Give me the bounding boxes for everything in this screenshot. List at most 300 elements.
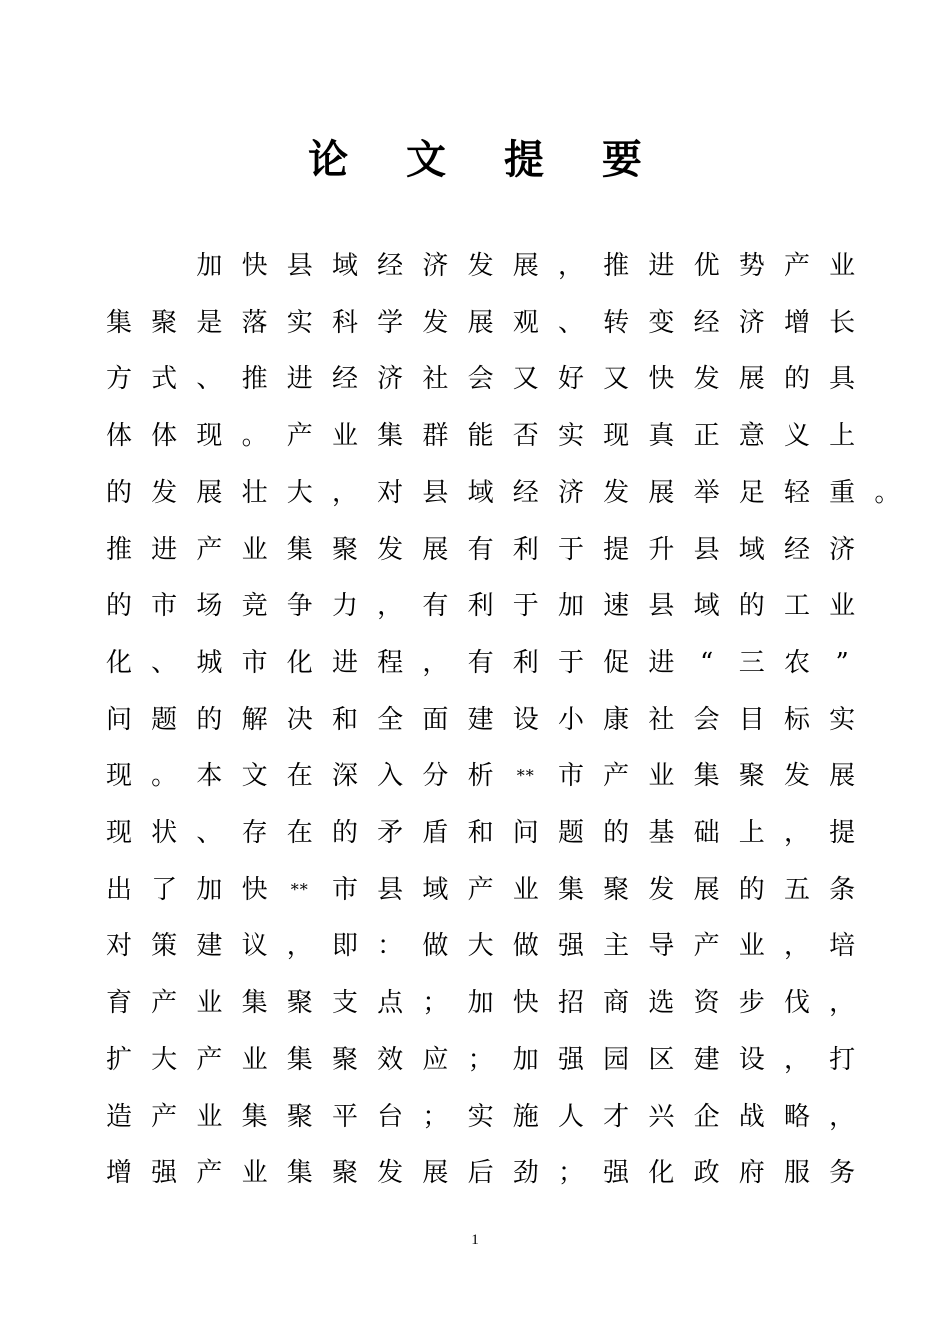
- body-char: 业: [512, 874, 539, 905]
- body-char: 育: [105, 988, 132, 1019]
- body-char: 略: [783, 1101, 810, 1132]
- body-char: 展: [196, 477, 223, 508]
- body-char: ，: [331, 477, 358, 508]
- body-char: 做: [422, 931, 449, 962]
- body-char: 实: [286, 307, 313, 338]
- body-char: 意: [738, 421, 765, 452]
- body-char: 化: [286, 647, 313, 678]
- body-char: **: [516, 766, 535, 786]
- body-char: 企: [693, 1101, 720, 1132]
- body-char: 服: [783, 1158, 810, 1189]
- body-char: 有: [467, 647, 494, 678]
- body-char: 策: [151, 931, 178, 962]
- body-char: 落: [241, 307, 268, 338]
- body-char: 县: [648, 591, 675, 622]
- body-char: 劲: [512, 1158, 539, 1189]
- body-char: 方: [105, 364, 132, 395]
- body-char: 提: [603, 534, 630, 565]
- body-char: 推: [241, 364, 268, 395]
- body-char: 条: [829, 874, 856, 905]
- body-char: 建: [196, 931, 223, 962]
- body-char: 增: [105, 1158, 132, 1189]
- body-char: 业: [648, 761, 675, 792]
- body-char: 现: [603, 421, 630, 452]
- body-char: 产: [467, 874, 494, 905]
- body-line: [0, 359, 950, 399]
- body-char: 应: [422, 1044, 449, 1075]
- body-char: 扩: [105, 1044, 132, 1075]
- body-char: 利: [512, 534, 539, 565]
- body-char: 化: [105, 647, 132, 678]
- body-char: 争: [286, 591, 313, 622]
- body-char: 全: [377, 704, 404, 735]
- body-char: 是: [196, 307, 223, 338]
- body-char: 和: [331, 704, 358, 735]
- body-char: 业: [196, 988, 223, 1019]
- body-char: 本: [196, 761, 223, 792]
- body-char: 题: [151, 704, 178, 735]
- body-line: [0, 1153, 950, 1193]
- body-char: 利: [512, 647, 539, 678]
- body-char: 发: [151, 477, 178, 508]
- body-char: 发: [377, 1158, 404, 1189]
- body-char: 战: [738, 1101, 765, 1132]
- body-char: 经: [693, 307, 720, 338]
- body-char: 加: [196, 251, 223, 281]
- body-char: 。: [874, 477, 901, 508]
- body-char: 经: [783, 534, 810, 565]
- body-char: “: [699, 647, 714, 678]
- body-char: 矛: [377, 818, 404, 848]
- body-char: 速: [603, 591, 630, 622]
- body-char: ，: [377, 591, 404, 622]
- body-char: 集: [377, 421, 404, 452]
- body-char: 业: [738, 931, 765, 962]
- body-char: 加: [512, 1044, 539, 1075]
- body-line: [0, 983, 950, 1023]
- body-char: 导: [648, 931, 675, 962]
- body-char: 又: [603, 364, 630, 395]
- body-char: 体: [151, 421, 178, 452]
- body-char: 济: [738, 307, 765, 338]
- body-char: 发: [422, 307, 449, 338]
- body-char: 招: [557, 988, 584, 1019]
- body-line: [0, 416, 950, 456]
- body-char: 县: [422, 477, 449, 508]
- body-char: 展: [512, 251, 539, 281]
- body-char: 。: [151, 761, 178, 792]
- body-char: 、: [196, 364, 223, 395]
- body-char: 竞: [241, 591, 268, 622]
- body-char: 五: [783, 874, 810, 905]
- body-char: 举: [693, 477, 720, 508]
- body-char: 的: [105, 591, 132, 622]
- body-char: 展: [693, 874, 720, 905]
- body-char: 产: [693, 931, 720, 962]
- body-char: 发: [783, 761, 810, 792]
- body-char: 集: [241, 1101, 268, 1132]
- body-char: 设: [512, 704, 539, 735]
- body-char: 展: [422, 534, 449, 565]
- body-char: ；: [422, 988, 449, 1019]
- body-char: 促: [603, 647, 630, 678]
- body-char: ；: [467, 1044, 494, 1075]
- body-char: 集: [105, 307, 132, 338]
- body-char: 聚: [331, 1044, 358, 1075]
- body-char: 政: [693, 1158, 720, 1189]
- body-char: 展: [422, 1158, 449, 1189]
- body-line: [0, 530, 950, 570]
- body-char: ；: [557, 1158, 584, 1189]
- body-char: 入: [377, 761, 404, 792]
- body-char: 产: [196, 534, 223, 565]
- body-char: 社: [422, 364, 449, 395]
- body-char: 支: [331, 988, 358, 1019]
- body-char: 大: [467, 931, 494, 962]
- body-char: 优: [693, 251, 720, 281]
- body-char: 产: [196, 1158, 223, 1189]
- body-char: 加: [557, 591, 584, 622]
- body-char: 即: [331, 931, 358, 962]
- body-char: 集: [286, 1158, 313, 1189]
- body-char: 强: [557, 1044, 584, 1075]
- body-char: 对: [105, 931, 132, 962]
- body-char: 标: [783, 704, 810, 735]
- body-char: 济: [829, 534, 856, 565]
- body-char: 程: [377, 647, 404, 678]
- body-char: 问: [105, 704, 132, 735]
- body-char: 兴: [648, 1101, 675, 1132]
- body-char: 进: [286, 364, 313, 395]
- body-char: 和: [467, 818, 494, 848]
- body-char: 快: [512, 988, 539, 1019]
- body-char: 推: [603, 251, 630, 281]
- body-char: 域: [467, 477, 494, 508]
- body-char: 在: [286, 818, 313, 848]
- body-char: 聚: [331, 1158, 358, 1189]
- body-char: 群: [422, 421, 449, 452]
- page-number: 1: [471, 1232, 479, 1248]
- body-char: 实: [557, 421, 584, 452]
- body-char: 、: [557, 307, 584, 338]
- body-char: 展: [648, 477, 675, 508]
- body-char: 盾: [422, 818, 449, 848]
- body-char: 三: [738, 647, 765, 678]
- body-char: 推: [105, 534, 132, 565]
- body-char: 施: [512, 1101, 539, 1132]
- body-char: 产: [783, 251, 810, 281]
- body-char: 。: [241, 421, 268, 452]
- body-char: 基: [648, 818, 675, 848]
- body-char: 工: [783, 591, 810, 622]
- body-char: 聚: [738, 761, 765, 792]
- body-char: 聚: [151, 307, 178, 338]
- body-char: ，: [783, 818, 810, 848]
- body-char: 上: [829, 421, 856, 452]
- body-char: 义: [783, 421, 810, 452]
- body-char: 域: [693, 591, 720, 622]
- body-char: 集: [286, 1044, 313, 1075]
- body-char: 分: [422, 761, 449, 792]
- body-char: ，: [783, 931, 810, 962]
- body-char: 县: [693, 534, 720, 565]
- body-char: 展: [738, 364, 765, 395]
- body-char: 变: [648, 307, 675, 338]
- body-line: [0, 870, 950, 910]
- body-char: 增: [783, 307, 810, 338]
- body-char: 经: [512, 477, 539, 508]
- body-char: 建: [693, 1044, 720, 1075]
- body-char: 县: [286, 251, 313, 281]
- body-char: 对: [377, 477, 404, 508]
- body-char: 主: [603, 931, 630, 962]
- body-char: 长: [829, 307, 856, 338]
- body-char: 发: [377, 534, 404, 565]
- body-char: 实: [829, 704, 856, 735]
- body-char: 目: [738, 704, 765, 735]
- body-char: 转: [603, 307, 630, 338]
- body-char: 业: [241, 534, 268, 565]
- body-char: 会: [693, 704, 720, 735]
- body-char: 平: [331, 1101, 358, 1132]
- body-char: 设: [738, 1044, 765, 1075]
- body-char: 县: [377, 874, 404, 905]
- body-char: 于: [557, 534, 584, 565]
- body-char: 小: [557, 704, 584, 735]
- body-char: 务: [829, 1158, 856, 1189]
- body-char: 力: [331, 591, 358, 622]
- body-char: 造: [105, 1101, 132, 1132]
- body-char: 的: [196, 704, 223, 735]
- body-char: 实: [467, 1101, 494, 1132]
- body-char: 有: [467, 534, 494, 565]
- body-char: 进: [331, 647, 358, 678]
- body-char: 聚: [286, 1101, 313, 1132]
- body-char: 业: [241, 1044, 268, 1075]
- body-char: 市: [151, 591, 178, 622]
- body-char: 业: [241, 1158, 268, 1189]
- body-char: 升: [648, 534, 675, 565]
- body-char: 否: [512, 421, 539, 452]
- body-char: 问: [512, 818, 539, 848]
- body-char: 加: [196, 874, 223, 905]
- body-char: 轻: [783, 477, 810, 508]
- body-char: 康: [603, 704, 630, 735]
- body-char: 域: [422, 874, 449, 905]
- body-char: 打: [829, 1044, 856, 1075]
- body-char: 进: [648, 251, 675, 281]
- body-char: 、: [151, 647, 178, 678]
- body-char: 业: [331, 421, 358, 452]
- body-char: 文: [241, 761, 268, 792]
- body-char: 决: [286, 704, 313, 735]
- body-char: 产: [151, 988, 178, 1019]
- body-char: 的: [603, 818, 630, 848]
- body-char: 域: [738, 534, 765, 565]
- body-char: 区: [648, 1044, 675, 1075]
- body-char: 快: [241, 874, 268, 905]
- body-char: 的: [738, 591, 765, 622]
- body-char: 题: [557, 818, 584, 848]
- body-char: ；: [422, 1101, 449, 1132]
- body-char: 产: [151, 1101, 178, 1132]
- body-line: [0, 756, 950, 796]
- body-char: 资: [693, 988, 720, 1019]
- body-char: 重: [829, 477, 856, 508]
- body-char: 快: [648, 364, 675, 395]
- body-char: 济: [377, 364, 404, 395]
- body-char: 于: [557, 647, 584, 678]
- body-char: ，: [829, 1101, 856, 1132]
- body-char: 状: [151, 818, 178, 848]
- body-char: 业: [829, 251, 856, 281]
- body-char: 强: [557, 931, 584, 962]
- body-char: 好: [557, 364, 584, 395]
- body-char: 进: [151, 534, 178, 565]
- body-char: 才: [603, 1101, 630, 1132]
- body-line: [0, 246, 950, 286]
- body-char: 快: [241, 251, 268, 281]
- body-char: 产: [286, 421, 313, 452]
- body-char: 业: [829, 591, 856, 622]
- body-line: [0, 1040, 950, 1080]
- body-char: 能: [467, 421, 494, 452]
- body-char: 聚: [603, 874, 630, 905]
- body-char: 聚: [286, 988, 313, 1019]
- body-char: 场: [196, 591, 223, 622]
- body-char: 产: [603, 761, 630, 792]
- body-line: [0, 926, 950, 966]
- body-char: ，: [286, 931, 313, 962]
- body-char: 深: [331, 761, 358, 792]
- body-char: 强: [603, 1158, 630, 1189]
- body-char: 经: [377, 251, 404, 281]
- body-char: 市: [331, 874, 358, 905]
- body-char: 济: [557, 477, 584, 508]
- body-char: 存: [241, 818, 268, 848]
- body-char: 于: [512, 591, 539, 622]
- body-char: 强: [151, 1158, 178, 1189]
- body-line: [0, 586, 950, 626]
- body-char: 建: [467, 704, 494, 735]
- body-char: 济: [422, 251, 449, 281]
- body-char: 的: [738, 874, 765, 905]
- body-char: 壮: [241, 477, 268, 508]
- body-char: 利: [467, 591, 494, 622]
- body-char: 的: [331, 818, 358, 848]
- body-char: 正: [693, 421, 720, 452]
- body-char: 科: [331, 307, 358, 338]
- body-char: ，: [557, 251, 584, 281]
- body-char: 台: [377, 1101, 404, 1132]
- body-char: 农: [783, 647, 810, 678]
- body-char: 发: [648, 874, 675, 905]
- body-line: [0, 303, 950, 343]
- body-char: 展: [829, 761, 856, 792]
- body-char: ，: [783, 1044, 810, 1075]
- body-char: 伐: [783, 988, 810, 1019]
- body-char: 有: [422, 591, 449, 622]
- body-line: [0, 700, 950, 740]
- body-char: 了: [151, 874, 178, 905]
- body-char: 人: [557, 1101, 584, 1132]
- body-char: **: [290, 879, 309, 899]
- body-char: 又: [512, 364, 539, 395]
- body-char: 发: [693, 364, 720, 395]
- body-char: 培: [829, 931, 856, 962]
- body-char: 解: [241, 704, 268, 735]
- body-char: 势: [738, 251, 765, 281]
- body-char: 的: [105, 477, 132, 508]
- body-char: 后: [467, 1158, 494, 1189]
- body-line: [0, 473, 950, 513]
- body-char: 础: [693, 818, 720, 848]
- body-char: 点: [377, 988, 404, 1019]
- body-char: 集: [557, 874, 584, 905]
- body-char: 议: [241, 931, 268, 962]
- body-char: 析: [467, 761, 494, 792]
- body-char: 园: [603, 1044, 630, 1075]
- body-char: 大: [286, 477, 313, 508]
- page-title: 论 文 提 要: [308, 136, 664, 183]
- body-char: 加: [467, 988, 494, 1019]
- body-char: 经: [331, 364, 358, 395]
- body-char: 市: [241, 647, 268, 678]
- body-char: 、: [196, 818, 223, 848]
- body-char: 展: [467, 307, 494, 338]
- body-char: 商: [603, 988, 630, 1019]
- body-char: 现: [105, 818, 132, 848]
- body-char: ：: [377, 931, 404, 962]
- body-char: 在: [286, 761, 313, 792]
- body-char: 现: [196, 421, 223, 452]
- body-char: 足: [738, 477, 765, 508]
- body-char: ，: [829, 988, 856, 1019]
- body-char: 步: [738, 988, 765, 1019]
- body-char: 业: [196, 1101, 223, 1132]
- body-char: ”: [835, 647, 849, 678]
- body-char: 式: [151, 364, 178, 395]
- body-char: 学: [377, 307, 404, 338]
- body-char: 化: [648, 1158, 675, 1189]
- body-char: 真: [648, 421, 675, 452]
- body-char: 发: [603, 477, 630, 508]
- body-char: 提: [829, 818, 856, 848]
- body-char: 会: [467, 364, 494, 395]
- body-char: 集: [241, 988, 268, 1019]
- body-char: 观: [512, 307, 539, 338]
- body-line: [0, 1097, 950, 1137]
- body-char: 现: [105, 761, 132, 792]
- body-char: 上: [738, 818, 765, 848]
- body-line: [0, 643, 950, 683]
- body-char: 选: [648, 988, 675, 1019]
- body-char: 进: [648, 647, 675, 678]
- body-char: 具: [829, 364, 856, 395]
- body-char: 的: [783, 364, 810, 395]
- body-char: 集: [693, 761, 720, 792]
- body-char: 产: [196, 1044, 223, 1075]
- body-char: 社: [648, 704, 675, 735]
- body-char: 发: [467, 251, 494, 281]
- body-char: 效: [377, 1044, 404, 1075]
- body-char: 域: [331, 251, 358, 281]
- body-char: 集: [286, 534, 313, 565]
- body-char: 出: [105, 874, 132, 905]
- body-char: 体: [105, 421, 132, 452]
- body-char: 聚: [331, 534, 358, 565]
- body-char: 做: [512, 931, 539, 962]
